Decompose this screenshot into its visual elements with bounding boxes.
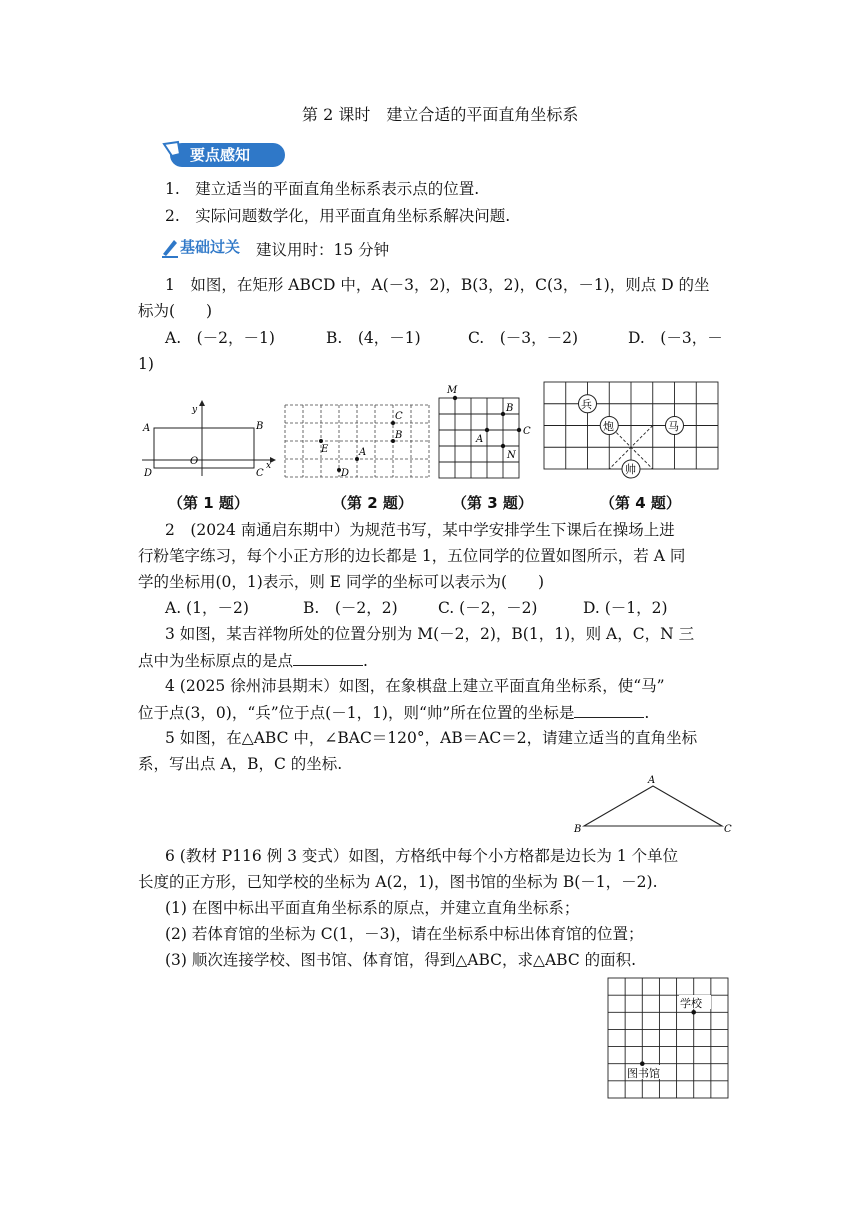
q6-part-3: (3) 顺次连接学校、图书馆、体育馆，得到△ABC，求△ABC 的面积. (165, 951, 637, 969)
q1-option-b: B. (4，－1) (326, 329, 421, 347)
q2-line3: 学的坐标用(0，1)表示，则 E 同学的坐标可以表示为( ) (138, 573, 545, 591)
fig3-label-b: B (506, 403, 514, 414)
q6-line2: 长度的正方形，已知学校的坐标为 A(2，1)，图书馆的坐标为 B(－1，－2). (138, 873, 658, 891)
q1-line1: 1 如图，在矩形 ABCD 中，A(－3，2)，B(3，2)，C(3，－1)，则点 D 的坐 (165, 276, 710, 294)
q1-option-d-wrap: 1) (138, 355, 154, 373)
q6-label-library: 图书馆 (627, 1067, 660, 1080)
caption-4: （第 4 题） (600, 494, 681, 512)
q4-line1: 4 (2025 徐州沛县期末）如图，在象棋盘上建立平面直角坐标系，使“马” (165, 677, 665, 695)
q5-line1: 5 如图，在△ABC 中，∠BAC＝120°，AB＝AC＝2，请建立适当的直角坐标 (165, 729, 698, 747)
q6-line1: 6 (教材 P116 例 3 变式）如图，方格纸中每个小方格都是边长为 1 个单位 (165, 847, 679, 865)
key-point-1: 1. 建立适当的平面直角坐标系表示点的位置. (165, 180, 480, 198)
q4-line2-text: 位于点(3，0)，“兵”位于点(－1，1)，则“帅”所在位置的坐标是 (138, 704, 575, 722)
fig4-piece-bing: 兵 (581, 398, 592, 411)
fig2-label-b: B (395, 430, 403, 441)
q2-line2: 行粉笔字练习，每个小正方形的边长都是 1，五位同学的位置如图所示，若 A 同 (138, 547, 686, 565)
figure-2 (283, 402, 433, 480)
caption-3: （第 3 题） (452, 494, 533, 512)
q2-line1: 2 (2024 南通启东期中）为规范书写，某中学安排学生下课后在操场上进 (165, 521, 675, 539)
pencil-icon (160, 236, 180, 258)
fig1-label-o: O (190, 456, 199, 467)
q5-label-b: B (574, 824, 582, 835)
fig4-piece-shuai: 帅 (625, 463, 636, 476)
figure-3 (436, 382, 540, 482)
figure-1 (138, 398, 278, 480)
q5-line2: 系，写出点 A，B，C 的坐标. (138, 755, 343, 773)
key-points-badge (160, 140, 290, 174)
q5-triangle-figure (570, 772, 740, 838)
fig1-label-d: D (144, 468, 153, 479)
q3-line2-text: 点中为坐标原点的是点 (138, 652, 294, 670)
fig3-label-a: A (476, 434, 484, 445)
q3-end: . (363, 652, 368, 670)
q1-option-d: D. (－3，－ (628, 329, 723, 347)
fig1-label-x: x (266, 461, 272, 471)
q5-label-a: A (648, 775, 656, 786)
fig2-label-c: C (395, 411, 403, 422)
fig4-piece-pao: 炮 (603, 420, 614, 433)
fig1-label-b: B (256, 421, 264, 432)
figure-4 (542, 380, 720, 482)
q2-option-c: C. (－2，－2) (438, 599, 538, 617)
fig3-label-m: M (447, 385, 458, 396)
q6-part-1: (1) 在图中标出平面直角坐标系的原点，并建立直角坐标系； (165, 899, 580, 917)
caption-2: （第 2 题） (332, 494, 413, 512)
q3-line2 (138, 649, 368, 672)
fig2-label-e: E (321, 444, 329, 455)
q6-grid-figure (606, 976, 732, 1100)
basic-label: 基础过关 (180, 238, 241, 256)
q2-option-b: B. (－2，2) (303, 599, 398, 617)
fig2-label-d: D (341, 468, 350, 479)
key-point-2: 2. 实际问题数学化，用平面直角坐标系解决问题. (165, 207, 511, 225)
basic-badge (160, 236, 241, 262)
q2-option-d: D. (－1，2) (583, 599, 668, 617)
suggested-time: 建议用时：15 分钟 (256, 241, 390, 259)
key-points-label: 要点感知 (190, 146, 251, 164)
caption-1: （第 1 题） (168, 494, 249, 512)
fig3-label-c: C (523, 426, 531, 437)
q3-line1: 3 如图，某吉祥物所处的位置分别为 M(－2，2)，B(1，1)，则 A，C，N 三 (165, 625, 695, 643)
q1-line2: 标为( ) (138, 302, 213, 320)
q1-option-a: A. (－2，－1) (165, 329, 275, 347)
q4-answer-blank[interactable] (574, 701, 644, 718)
q6-label-school: 学校 (680, 997, 702, 1010)
fig1-label-a: A (143, 423, 151, 434)
q3-answer-blank[interactable] (293, 649, 363, 666)
page-title: 第 2 课时 建立合适的平面直角坐标系 (302, 105, 579, 124)
q2-option-a: A. (1，－2) (165, 599, 249, 617)
fig1-label-c: C (256, 468, 264, 479)
q5-label-c: C (724, 824, 732, 835)
q1-option-c: C. (－3，－2) (468, 329, 579, 347)
fig3-label-n: N (507, 450, 516, 461)
q4-end: . (644, 704, 650, 722)
fig2-label-a: A (359, 447, 367, 458)
fig1-label-y: y (192, 405, 198, 415)
q6-part-2: (2) 若体育馆的坐标为 C(1，－3)，请在坐标系中标出体育馆的位置； (165, 925, 644, 943)
q4-line2 (138, 701, 649, 724)
fig4-piece-ma: 马 (668, 420, 679, 433)
